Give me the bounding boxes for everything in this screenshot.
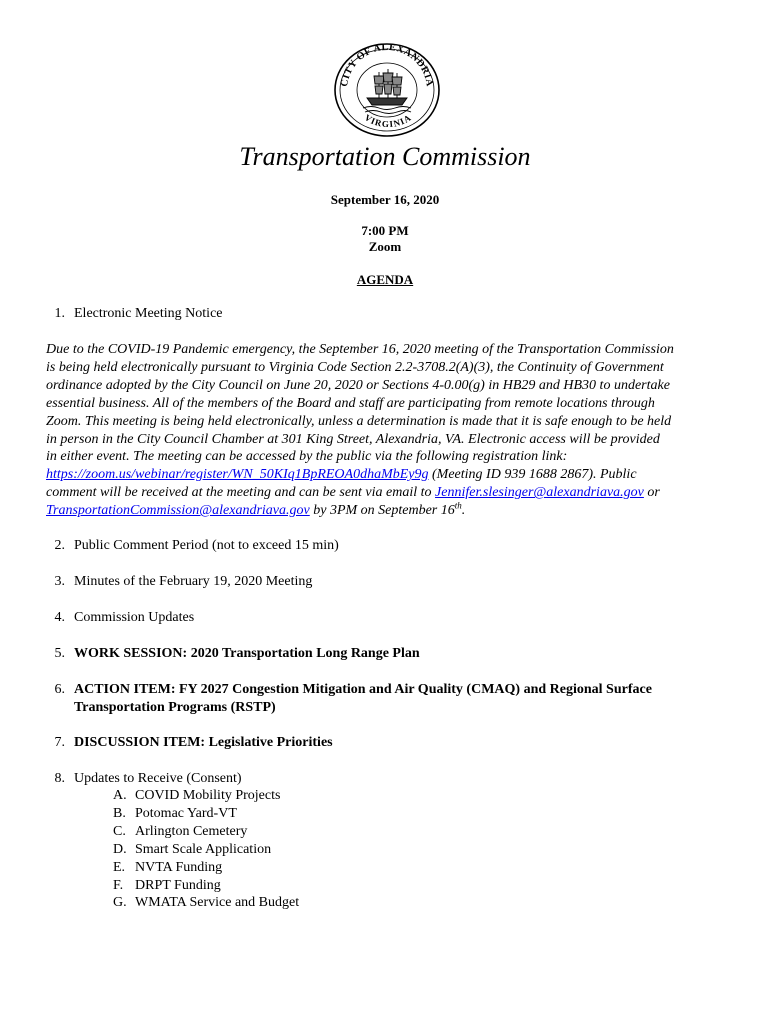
- electronic-meeting-notice: Due to the COVID-19 Pandemic emergency, the September 16, 2020 meeting of the Transportation Commission is being held electronically pursuant to Virginia Code Section 2.2-3708.2(A)(3), the Continuity of Government ordinance adopted by the City Council on June 20, 2020 or Sections 4-0.00(g) in HB29 and HB30 to undertake essential business. All of the members of the Board and staff are participating from remote locations through Zoom. This meeting is being held electronically, unless a determination is made that it is safe enough to be held in person in the City Council Chamber at 301 King Street, Alexandria, VA. Electronic access will be provided in either event. The meeting can be accessed by the public via the following registration link: https://zoom.us/webinar/register/WN_50KIq1BpREOA0dhaMbEy9g (Meeting ID 939 1688 2867). Public comment will be received at the meeting and can be sent via email to Jennifer.slesinger@alexandriava.gov or TransportationCommission@alexandriava.gov by 3PM on September 16th.: [46, 342, 674, 519]
- sub-item-f: F. DRPT Funding: [113, 878, 221, 893]
- agenda-heading: AGENDA: [356, 272, 414, 287]
- city-seal-logo: [331, 42, 443, 138]
- svg-text:VIRGINIA: VIRGINIA: [362, 112, 414, 130]
- email-link-commission[interactable]: TransportationCommission@alexandriava.gov: [46, 503, 310, 519]
- page-title: Transportation Commission: [239, 142, 531, 171]
- sub-item-e: E. NVTA Funding: [113, 860, 223, 875]
- ship-icon: [363, 69, 411, 114]
- sub-item-a: A. COVID Mobility Projects: [113, 788, 281, 803]
- sub-item-g: G. WMATA Service and Budget: [113, 895, 300, 910]
- sub-item-d: D. Smart Scale Application: [113, 842, 272, 857]
- svg-text:CITY OF ALEXANDRIA: CITY OF ALEXANDRIA: [339, 42, 435, 88]
- email-link-jennifer[interactable]: Jennifer.slesinger@alexandriava.gov: [435, 485, 644, 501]
- sub-item-c: C. Arlington Cemetery: [113, 824, 248, 839]
- zoom-registration-link[interactable]: https://zoom.us/webinar/register/WN_50KIq1BpREOA0dhaMbEy9g: [46, 467, 429, 483]
- meeting-time: 7:00 PM: [361, 223, 409, 238]
- meeting-date: September 16, 2020: [330, 192, 440, 207]
- sub-item-b: B. Potomac Yard-VT: [113, 806, 237, 821]
- meeting-location: Zoom: [368, 239, 402, 254]
